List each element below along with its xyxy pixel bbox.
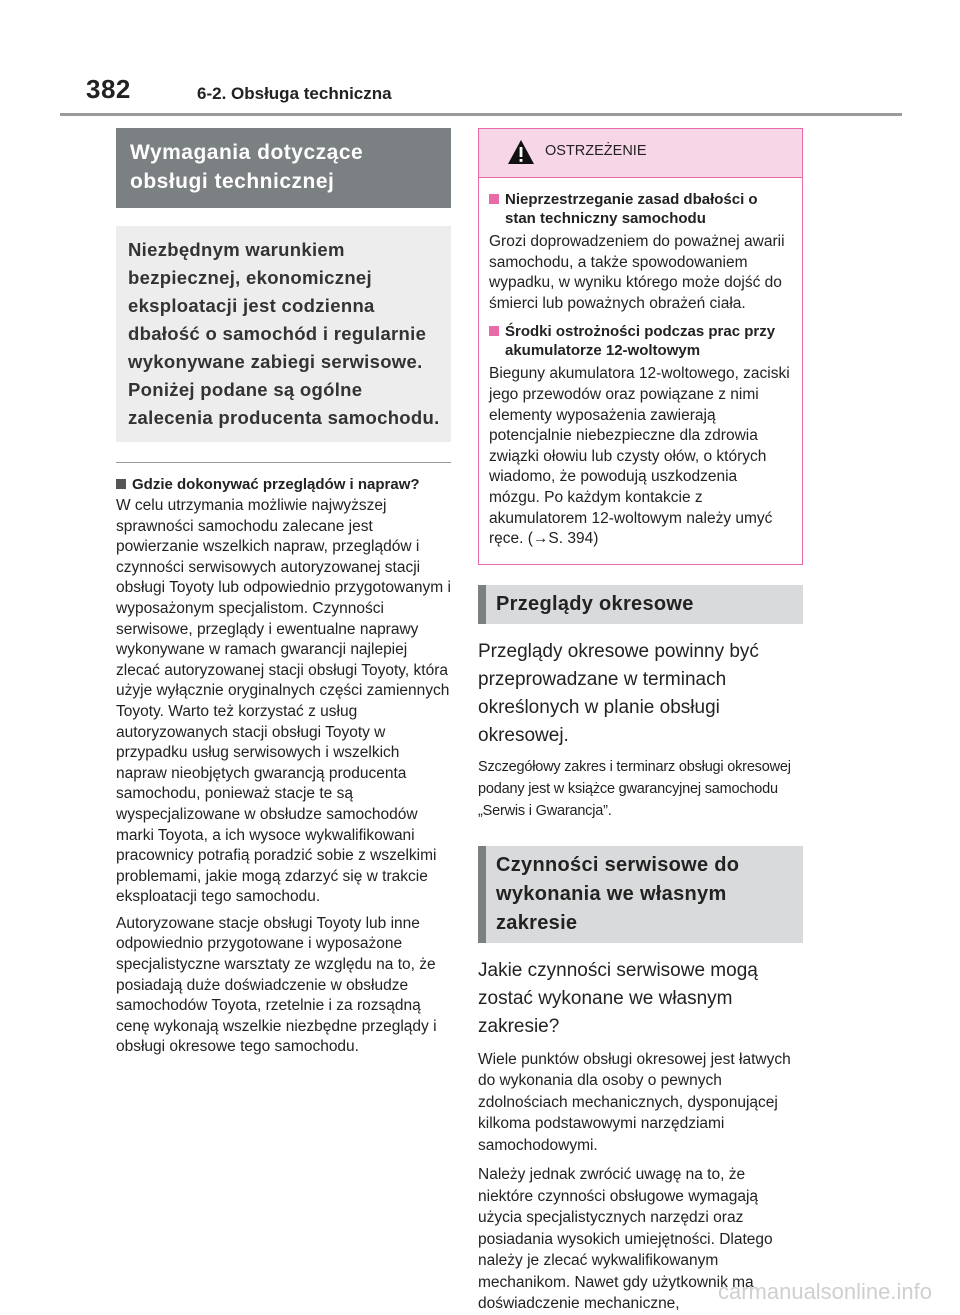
warning-title: OSTRZEŻENIE: [545, 143, 647, 159]
section-title-periodic: Przeglądy okresowe: [478, 585, 803, 624]
small-text: Szczegółowy zakres i terminarz obsługi okresowej podany jest w książce gwarancyjnej samochodu „Serwis i Gwarancja”.: [478, 758, 791, 819]
intro-box: Niezbędnym warunkiem bezpiecznej, ekonomicznej eksploatacji jest codzienna dbałość o samochód i regularnie wykonywane zabiegi serwisowe. Poniżej podane są ogólne zalecenia producenta samochodu.: [116, 226, 451, 442]
watermark: carmanualsonline.info: [717, 1279, 932, 1304]
warning-text: Bieguny akumulatora 12-woltowego, zaciski jego przewodów oraz powiązane z nimi elementy wyposażenia zawierają potencjalnie niebezpieczne dla zdrowia związki ołowiu lub czysty ołów, o których wiadomo, że powodują uszkodzenia mózgu. Po każdym kontakcie z akumulatorem 12-woltowym należy umyć ręce. (→S. 394): [489, 365, 790, 548]
lead-text: Jakie czynności serwisowe mogą zostać wykonane we własnym zakresie?: [478, 959, 758, 1037]
chapter-title: 6-2. Obsługa techniczna: [197, 84, 392, 103]
subheading-text: Gdzie dokonywać przeglądów i napraw?: [132, 476, 420, 493]
square-bullet-icon: [489, 194, 499, 204]
square-bullet-icon: [116, 479, 126, 489]
subheading-where-service: [116, 475, 451, 494]
paragraph: Wiele punktów obsługi okresowej jest łatwych do wykonania dla osoby o pewnych zdolnościach mechanicznych, dysponującej kilkoma podstawowymi narzędziami samochodowymi.: [478, 1050, 791, 1154]
paragraph: W celu utrzymania możliwie najwyższej sprawności samochodu zalecane jest powierzanie wszelkich napraw, przeglądów i czynności serwisowych autoryzowanej stacji obsługi Toyoty lub odpowiednio przygotowanym i wyposażonym specjalistom. Czynności serwisowe, przeglądy i ewentualne naprawy wykonywane w ramach gwarancji najlepiej zlecać autoryzowanej stacji obsługi Toyoty, która użyje wyłącznie oryginalnych części zamiennych Toyoty. Warto też korzystać z usług autoryzowanych stacji obsługi Toyoty w przypadku usług serwisowych i wszelkich napraw nieobjętych gwarancją producenta samochodu, ponieważ stacje te są wyspecjalizowane w obsłudze samochodów marki Toyota, a ich wysoce wykwalifikowani pracownicy potrafią poradzić sobie z wszelkimi problemami, jakie mogą zdarzyć się w trakcie eksploatacji tego samochodu.: [116, 497, 451, 906]
header-rule: [60, 113, 902, 116]
warning-subheading: [489, 322, 790, 360]
right-column: [478, 128, 803, 1315]
warning-header: [479, 129, 802, 178]
paragraph: Należy jednak zwrócić uwagę na to, że niektóre czynności obsługowe wymagają użycia specjalistycznych narzędzi oraz posiadania wysokich umiejętności. Dlatego należy je zlecać wykwalifikowanym mechanikom. Nawet gdy użytkownik ma doświadczenie mechaniczne,: [478, 1166, 773, 1313]
section-title-self-service: Czynności serwisowe do wykonania we własnym zakresie: [478, 846, 803, 943]
page-header: [0, 0, 960, 120]
section-title-requirements: Wymagania dotyczące obsługi technicznej: [116, 128, 451, 208]
lead-text: Przeglądy okresowe powinny być przeprowadzane w terminach określonych w planie obsługi okresowej.: [478, 640, 759, 746]
warning-body: [479, 178, 802, 564]
divider: [116, 462, 451, 463]
left-column: [116, 128, 451, 1058]
warning-subheading-text: Nieprzestrzeganie zasad dbałości o stan techniczny samochodu: [505, 191, 758, 227]
paragraph: Autoryzowane stacje obsługi Toyoty lub inne odpowiednio przygotowane i wyposażone specjalistyczne warsztaty ze względu na to, że posiadają duże doświadczenie w obsłudze samochodów Toyota, rzetelnie i za rozsądną cenę wykonają wszelkie niezbędne przeglądy i obsługi okresowe tego samochodu.: [116, 914, 437, 1056]
page-number: 382: [86, 74, 131, 104]
warning-subheading-text: Środki ostrożności podczas prac przy akumulatorze 12-woltowym: [505, 323, 776, 360]
warning-box: [478, 128, 803, 565]
warning-triangle-icon: [507, 139, 535, 165]
warning-subheading: [489, 190, 790, 228]
square-bullet-icon: [489, 326, 499, 336]
warning-text: Grozi doprowadzeniem do poważnej awarii samochodu, a także spowodowaniem wypadku, w wyniku którego może dojść do śmierci lub poważnych obrażeń ciała.: [489, 233, 785, 312]
